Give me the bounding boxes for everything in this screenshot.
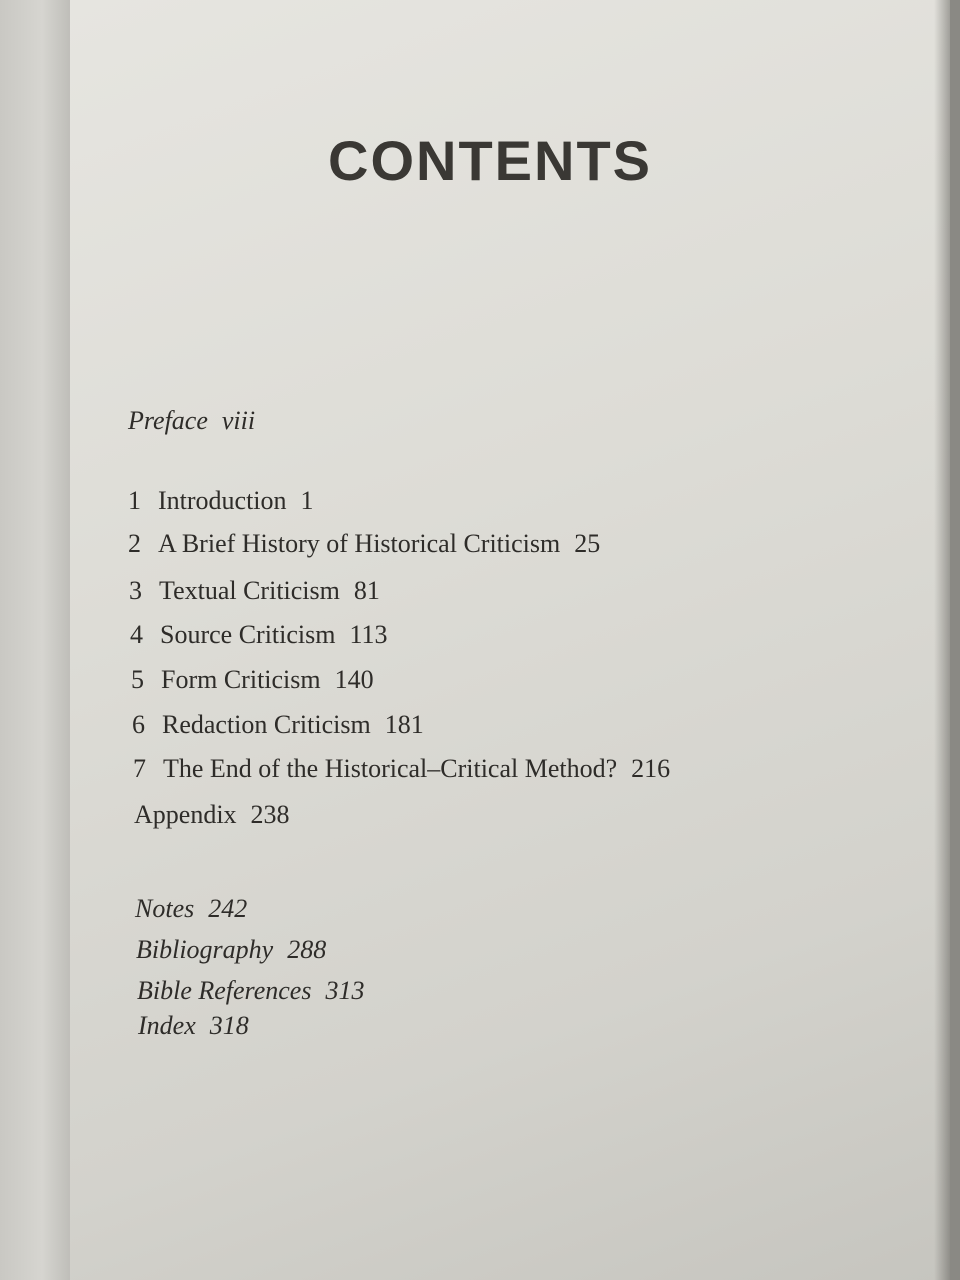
toc-page: 288 (287, 935, 327, 964)
page-title: CONTENTS (328, 129, 652, 192)
toc-page: 216 (631, 754, 671, 783)
toc-entry-chapter-2 (128, 529, 600, 559)
toc-label: A Brief History of Historical Criticism (158, 529, 561, 558)
toc-label: Preface (128, 406, 208, 435)
chapter-number: 6 (132, 710, 145, 739)
toc-label: Redaction Criticism (162, 710, 371, 739)
toc-page: 242 (208, 894, 248, 923)
toc-entry-chapter-4 (130, 620, 388, 650)
toc-label: Notes (135, 894, 195, 923)
toc-label: Appendix (134, 800, 237, 829)
chapter-number: 3 (129, 576, 142, 605)
toc-entry-chapter-5 (131, 665, 374, 695)
toc-page: 318 (209, 1011, 249, 1040)
toc-label: Introduction (158, 486, 287, 515)
toc-page: 1 (300, 486, 314, 515)
page-shadow (934, 0, 950, 1280)
toc-entry-bibliography (136, 935, 326, 965)
toc-page: 313 (325, 976, 365, 1005)
book-page (70, 0, 950, 1280)
toc-entry-index (138, 1011, 249, 1041)
toc-label: The End of the Historical–Critical Method? (163, 754, 618, 783)
toc-page: 140 (334, 665, 374, 694)
chapter-number: 1 (128, 486, 141, 515)
toc-label: Bibliography (136, 935, 274, 964)
toc-entry-appendix (134, 800, 290, 830)
toc-entry-bible-references (137, 976, 364, 1006)
toc-label: Bible References (137, 976, 312, 1005)
toc-entry-chapter-7 (133, 754, 670, 784)
toc-label: Form Criticism (161, 665, 321, 694)
chapter-number: 4 (130, 620, 143, 649)
toc-page: 113 (349, 620, 388, 649)
toc-page: 81 (353, 576, 380, 605)
page-edge (0, 0, 70, 1280)
chapter-number: 2 (128, 529, 141, 558)
toc-label: Index (138, 1011, 196, 1040)
toc-page: 25 (574, 529, 601, 558)
toc-label: Textual Criticism (159, 576, 340, 605)
toc-page: 238 (250, 800, 290, 829)
toc-page: 181 (384, 710, 424, 739)
chapter-number: 7 (133, 754, 146, 783)
toc-entry-chapter-3 (129, 576, 380, 606)
toc-entry-notes (135, 894, 247, 924)
chapter-number: 5 (131, 665, 144, 694)
toc-entry-chapter-1 (128, 486, 314, 516)
toc-entry-preface (128, 406, 255, 436)
toc-label: Source Criticism (160, 620, 336, 649)
toc-entry-chapter-6 (132, 710, 424, 740)
toc-page: viii (221, 406, 256, 435)
